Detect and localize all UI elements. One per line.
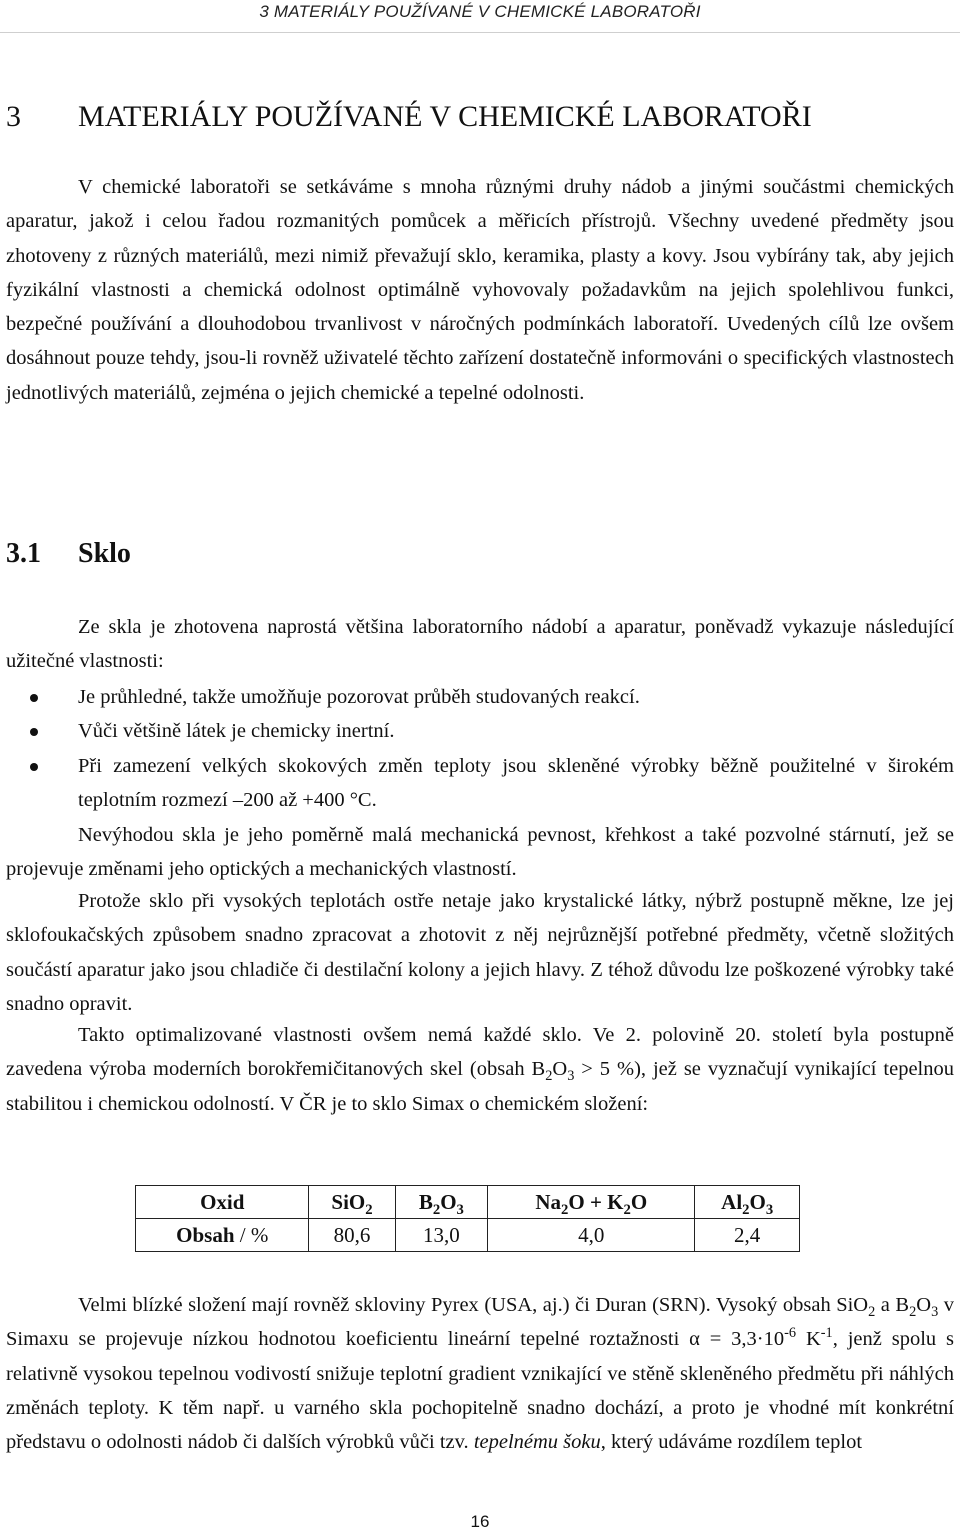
table-cell: 13,0 <box>395 1219 488 1252</box>
chapter-number: 3 <box>6 100 21 133</box>
section-heading <box>6 538 131 570</box>
disadvantage-paragraph: Nevýhodou skla je jeho poměrně malá mechanická pevnost, křehkost a také pozvolné stárnutí, jež se projevuje změnami jeho optických a mechanických vlastností. <box>6 824 954 881</box>
table-header-cell: Oxid <box>136 1186 309 1219</box>
bullet-icon <box>30 763 38 771</box>
table-cell: 80,6 <box>309 1219 395 1252</box>
list-item: Při zamezení velkých skokových změn teploty jsou skleněné výrobky běžně použitelné v širokém teplotním rozmezí –200 až +400 °C. <box>6 749 954 818</box>
section-number: 3.1 <box>6 538 41 569</box>
workability-paragraph: Protože sklo při vysokých teplotách ostře netaje jako krystalické látky, nýbrž postupně měkne, lze jej sklofoukačských způsobem snadno zpracovat a zhotovit z něj nejrůznější potřebné předměty, včetně složitých součástí aparatur jako jsou chladiče či destilační kolony a jejich hlavy. Z téhož důvodu lze poškozené výrobky také snadno opravit. <box>6 890 954 1015</box>
table-row-label: Obsah / % <box>136 1219 309 1252</box>
table-header-row <box>136 1186 800 1219</box>
expansion-paragraph: Velmi blízké složení mají rovněž skloviny Pyrex (USA, aj.) či Duran (SRN). Vysoký obsah SiO$_2$ a $B_2O_3$ v Simaxu se projevuje nízkou hodnotou koeficientu lineární tepelné roztažnosti $\alpha = 3,3\cdot 10^{-6}$ $K^{-1}$, jenž spolu s relativně vysokou tepelnou vodivostí snižuje teplotní gradient vznikající ve stěně skleněného předmětu při náhlých změnách teploty. K těm např. u varného skla pochopitelně snadno dochází, a proto je vhodné mít konkrétní představu o odolnosti nádob či dalších výrobků vůči tzv. tepelnému šoku, který udáváme rozdílem teplot <box>6 1294 955 1454</box>
table-header-cell: SiO$_2$ <box>309 1186 395 1219</box>
glass-intro-paragraph: Ze skla je zhotovena naprostá většina laboratorního nádobí a aparatur, poněvadž vykazuje následující užitečné vlastnosti: <box>6 616 954 673</box>
section-title: Sklo <box>78 538 131 569</box>
table-cell: 4,0 <box>488 1219 695 1252</box>
glass-composition-table <box>135 1185 800 1252</box>
glass-properties-list <box>6 680 954 817</box>
bullet-icon <box>30 694 38 702</box>
table-cell: 2,4 <box>695 1219 800 1252</box>
chapter-heading <box>6 100 812 134</box>
list-item: Je průhledné, takže umožňuje pozorovat průběh studovaných reakcí. <box>6 680 954 714</box>
table-row <box>136 1219 800 1252</box>
borosilicate-paragraph: Takto optimalizované vlastnosti ovšem nemá každé sklo. Ve 2. polovině 20. století byla postupně zavedena výroba moderních borokřemičitanových skel (obsah $B_2O_3 > 5$ %), jež se vyznačují vynikající tepelnou stabilitou i chemickou odolností. V ČR je to sklo Simax o chemickém složení: <box>6 1024 954 1115</box>
intro-paragraph: V chemické laboratoři se setkáváme s mnoha různými druhy nádob a jinými součástmi chemických aparatur, jakož i celou řadou rozmanitých pomůcek a měřicích přístrojů. Všechny uvedené předměty jsou zhotoveny z různých materiálů, mezi nimiž převažují sklo, keramika, plasty a kovy. Jsou vybírány tak, aby jejich fyzikální vlastnosti a chemická odolnost optimálně vyhovovaly požadavkům na jejich spolehlivou funkci, bezpečné používání a dlouhodobou trvanlivost v náročných podmínkách laboratoří. Uvedených cílů lze ovšem dosáhnout pouze tehdy, jsou-li rovněž uživatelé těchto zařízení dostatečně informováni o specifických vlastnostech jednotlivých materiálů, zejména o jejich chemické a tepelné odolnosti. <box>6 176 954 404</box>
page-number: 16 <box>470 1512 490 1531</box>
table-header-cell: $Na_2O + K_2O$ <box>488 1186 695 1219</box>
bullet-icon <box>30 728 38 736</box>
table-header-cell: $B_2O_3$ <box>395 1186 488 1219</box>
table-header-cell: $Al_2O_3$ <box>695 1186 800 1219</box>
running-header: 3 MATERIÁLY POUŽÍVANÉ V CHEMICKÉ LABORATOŘI <box>259 2 701 21</box>
list-item: Vůči většině látek je chemicky inertní. <box>6 714 954 748</box>
chapter-title: MATERIÁLY POUŽÍVANÉ V CHEMICKÉ LABORATOŘI <box>78 100 812 133</box>
header-divider <box>0 32 960 33</box>
